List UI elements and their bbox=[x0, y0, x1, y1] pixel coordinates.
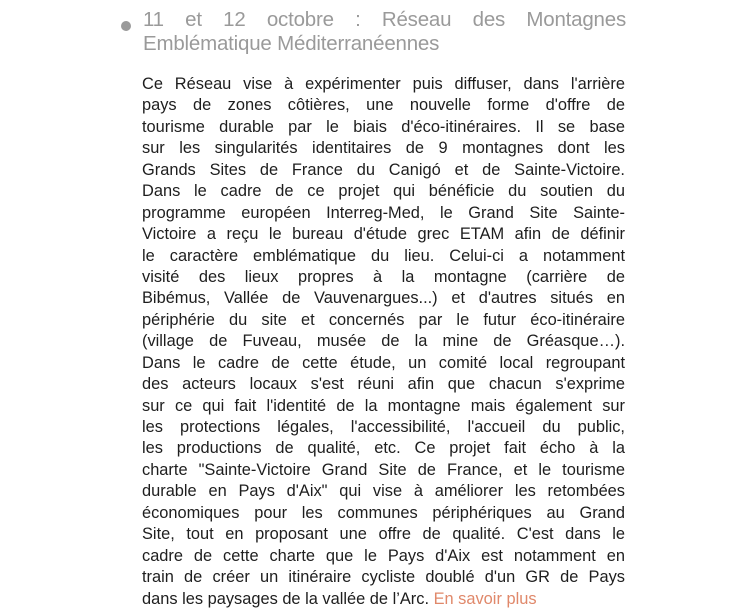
body-line: Ce Réseau vise à expérimenter puis diffuser, dans l'arrière bbox=[142, 75, 625, 93]
article-heading bbox=[143, 8, 626, 56]
body-line: Victoire a reçu le bureau d'étude grec ETAM afin de définir bbox=[142, 225, 625, 244]
body-line: sur les singularités identitaires de 9 montagnes dont les bbox=[142, 139, 625, 158]
body-line: charte "Sainte-Victoire Grand Site de France, et le tourisme bbox=[142, 460, 625, 479]
body-line: (village de Fuveau, musée de la mine de Gréasque…). bbox=[142, 332, 625, 351]
body-line: des acteurs locaux s'est réuni afin que chacun s'exprime bbox=[142, 375, 625, 394]
body-line: les protections légales, l'accessibilité, l'accueil du public, bbox=[142, 418, 625, 436]
body-line: visité des lieux propres à la montagne (carrière de bbox=[142, 267, 625, 286]
body-line: pays de zones côtières, une nouvelle forme d'offre de bbox=[142, 96, 625, 115]
body-line-last bbox=[142, 589, 625, 610]
body-line: économiques pour les communes périphériques au Grand bbox=[142, 503, 625, 522]
body-line: Dans le cadre de cette étude, un comité local regroupant bbox=[142, 353, 625, 372]
heading-line: Emblématique Méditerranéennes bbox=[143, 32, 440, 55]
read-more-link[interactable]: En savoir plus bbox=[433, 589, 537, 608]
body-line: Site, tout en proposant une offre de qualité. C'est dans le bbox=[142, 525, 625, 544]
body-line: train de créer un itinéraire cycliste doublé d'un GR de Pays bbox=[142, 568, 625, 587]
heading-line: 11 et 12 octobre : Réseau des Montagnes bbox=[143, 8, 626, 31]
article-body bbox=[142, 74, 625, 610]
body-line: Grands Sites de France du Canigó et de Sainte-Victoire. bbox=[142, 160, 625, 179]
body-line-text: dans les paysages de la vallée de l’Arc. bbox=[142, 589, 430, 608]
bullet-icon bbox=[121, 21, 131, 31]
body-line: tourisme durable par le biais d'éco-itinéraires. Il se base bbox=[142, 117, 625, 136]
body-line: cadre de cette charte que le Pays d'Aix est notamment en bbox=[142, 546, 625, 565]
body-line: Dans le cadre de ce projet qui bénéficie du soutien du bbox=[142, 182, 625, 201]
body-line: durable en Pays d'Aix" qui vise à améliorer les retombées bbox=[142, 482, 625, 501]
body-line: les productions de qualité, etc. Ce projet fait écho à la bbox=[142, 439, 625, 458]
body-line: le caractère emblématique du lieu. Celui-ci a notamment bbox=[142, 246, 625, 265]
body-line: sur ce qui fait l'identité de la montagne mais également sur bbox=[142, 396, 625, 415]
body-line: périphérie du site et concernés par le futur éco-itinéraire bbox=[142, 310, 625, 329]
body-line: programme européen Interreg-Med, le Grand Site Sainte- bbox=[142, 203, 625, 222]
body-line: Bibémus, Vallée de Vauvenargues...) et d'autres situés en bbox=[142, 289, 625, 308]
